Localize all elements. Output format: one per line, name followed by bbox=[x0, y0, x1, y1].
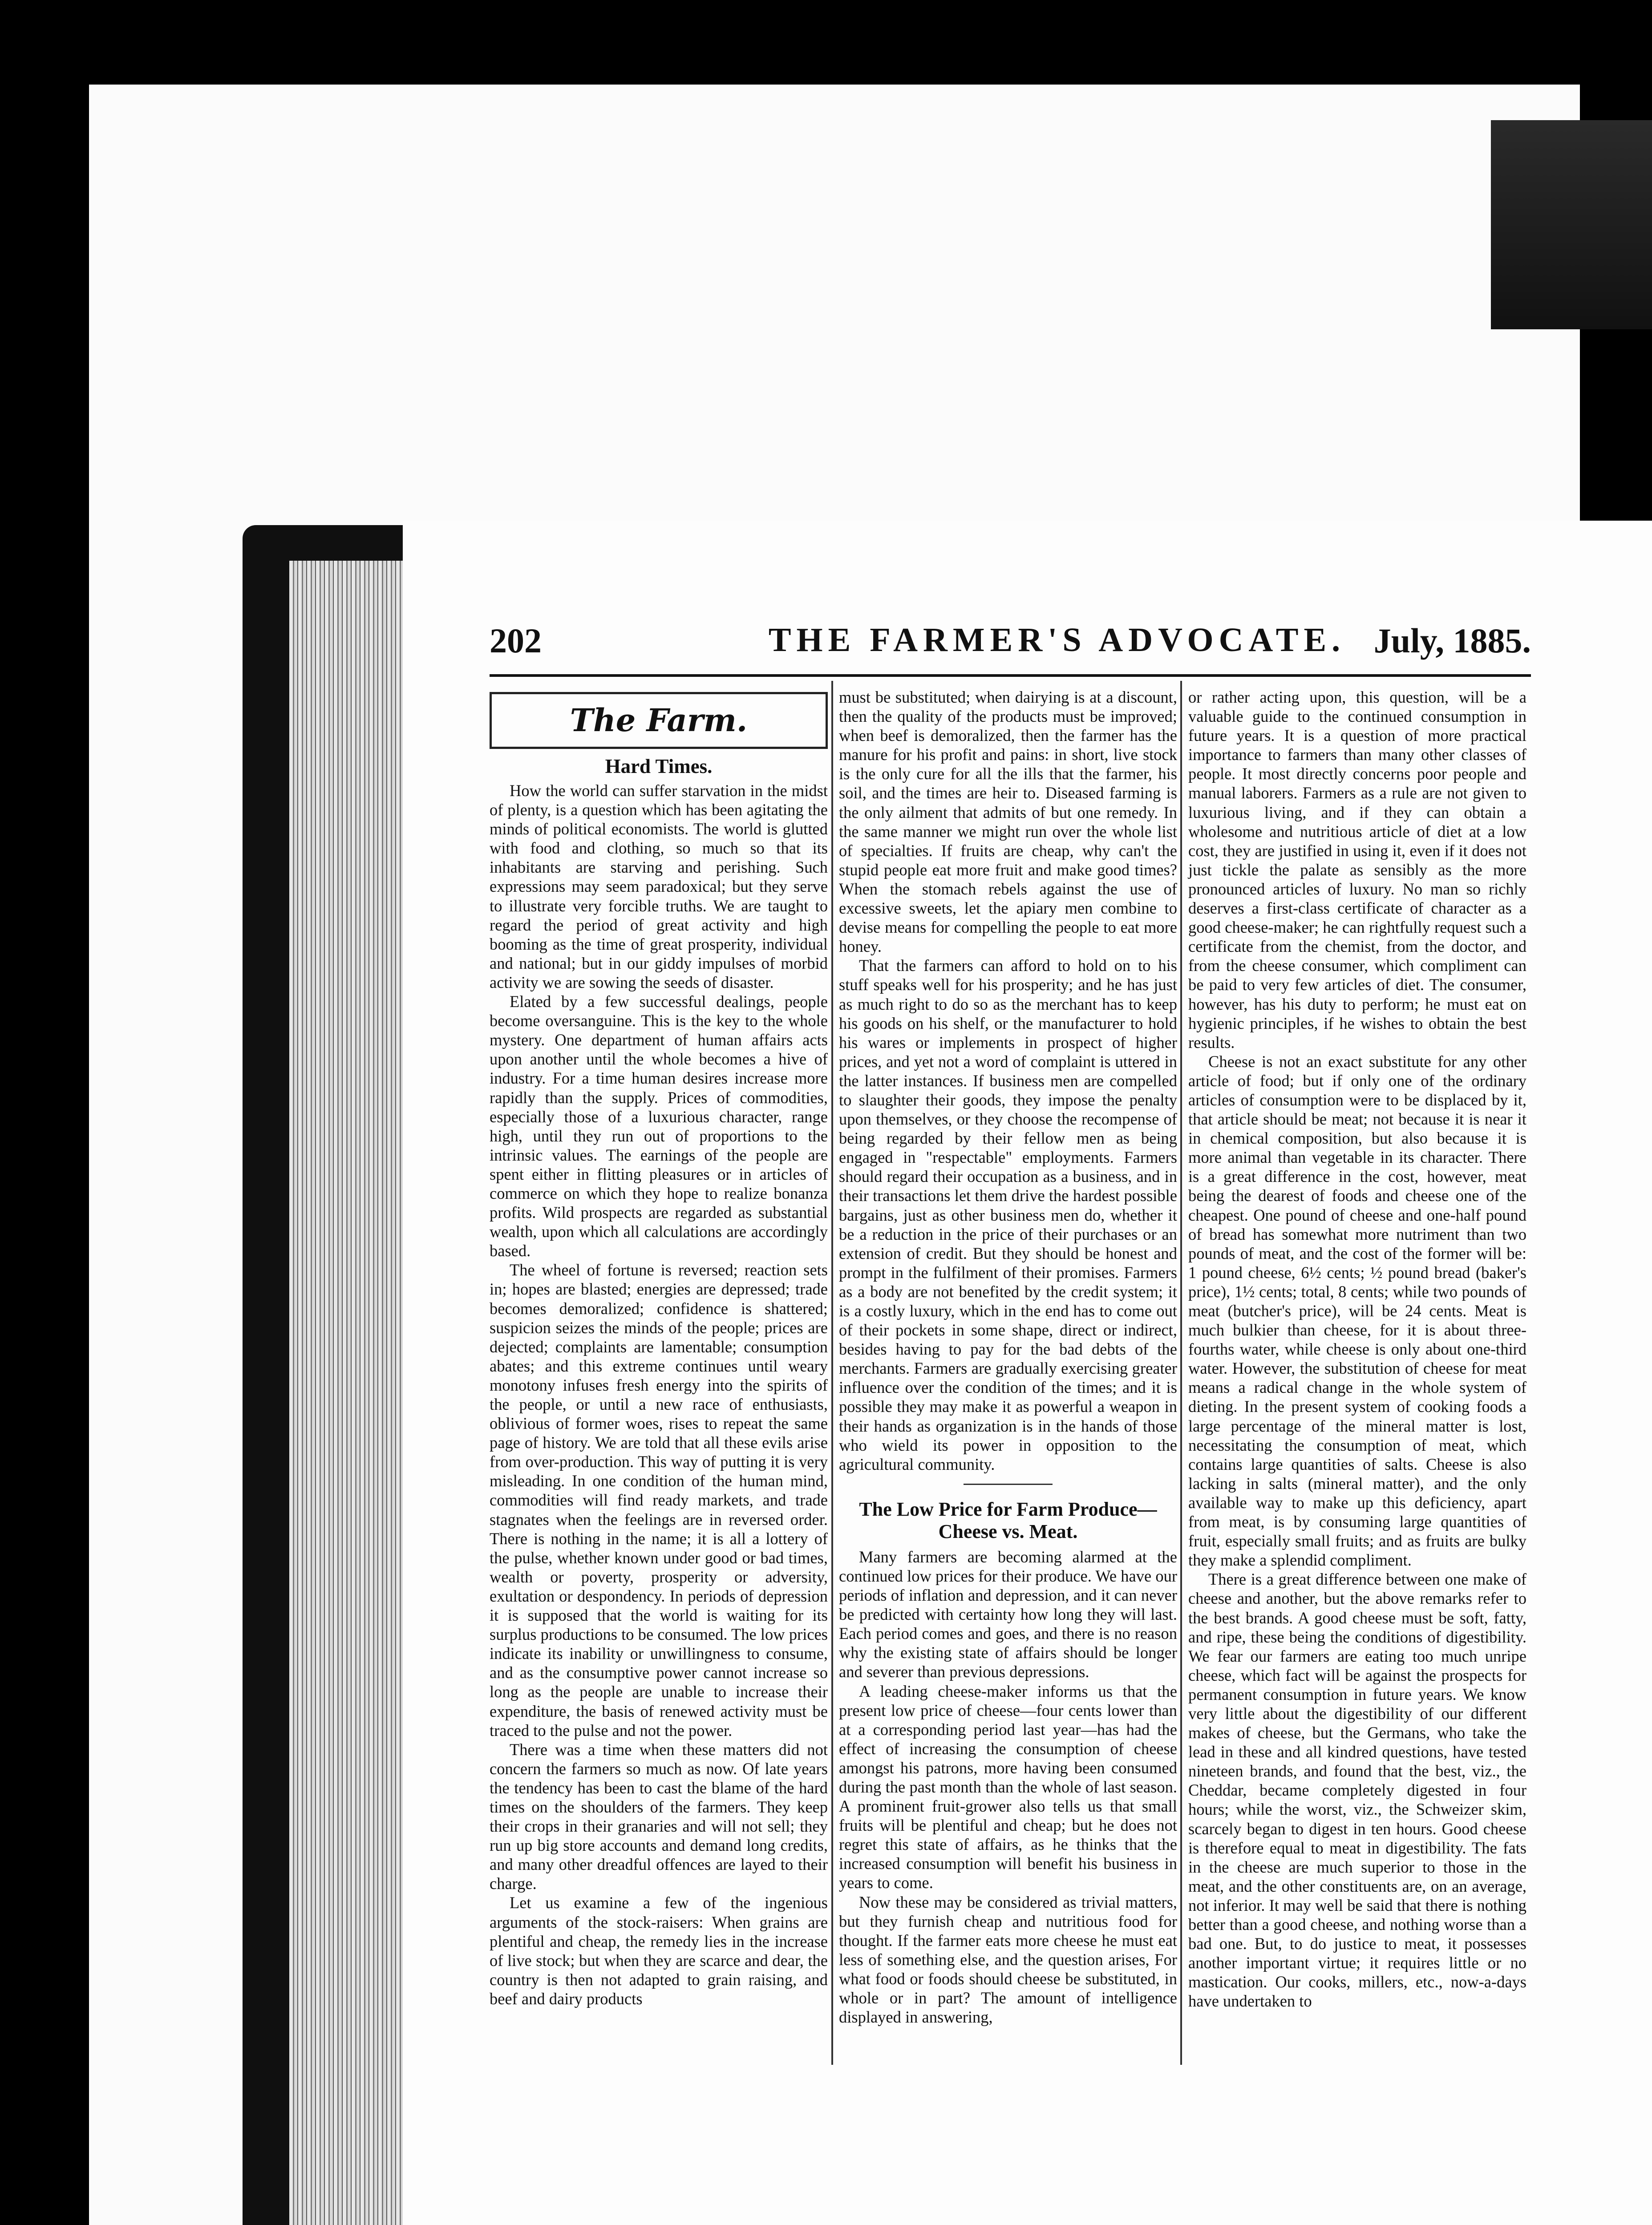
paragraph: Now these may be considered as trivial matters, but they furnish cheap and nutritious food for thought. If the farmer eats more cheese he must eat less of something else, and the question arises, For what food or foods should cheese be substituted, in whole or in part? The amount of intelligence displayed in answering, bbox=[839, 1893, 1177, 2027]
paragraph: or rather acting upon, this question, will be a valuable guide to the continued consumption in future years. It is a question of more practical importance to farmers than many other classes of people. It most directly concerns poor people and manual laborers. Farmers as a rule are not given to luxurious living, and if they can obtain a wholesome and nutritious article of diet at a low cost, they are justified in using it, even if it does not just tickle the palate as sensibly as the more pronounced articles of luxury. No man so richly deserves a first-class certificate of character as a good cheese-maker; he can rightfully request such a certificate from the chemist, from the doctor, and from the cheese consumer, which compliment can be paid to very few articles of diet. The consumer, however, has his duty to perform; he must eat on hygienic principles, if he wishes to obtain the best results. bbox=[1188, 688, 1526, 1052]
paragraph: There is a great difference between one make of cheese and another, but the above remarks refer to the best brands. A good cheese must be soft, fatty, and ripe, these being the conditions of digestibility. We fear our farmers are eating too much unripe cheese, which fact will be against the prospects for permanent consumption in future years. We know very little about the digestibility of our different makes of cheese, but the Germans, who take the lead in these and all kindred questions, have tested nineteen brands, and found that the best, viz., the Cheddar, became completely digested in four hours; while the worst, viz., the Schweizer skim, scarcely began to digest in ten hours. Good cheese is therefore equal to meat in digestibility. The fats in the cheese are much superior to those in the meat, and the other constituents are, on an average, not inferior. It may well be said that there is nothing better than a good cheese, and nothing worse than a bad one. But, to do justice to meat, it possesses another important virtue; it requires little or no mastication. Our cooks, millers, etc., now-a-days have undertaken to bbox=[1188, 1570, 1526, 2011]
paragraph: How the world can suffer starvation in the midst of plenty, is a question which has been agitating the minds of political economists. The world is glutted with food and clothing, so much so that its inhabitants are starving and perishing. Such expressions may seem paradoxical; but they serve to illustrate very forcible truths. We are taught to regard the period of great activity and high booming as the time of great prosperity, individual and national; but in our giddy impulses of morbid activity we are sowing the seeds of disaster. bbox=[490, 781, 828, 991]
department-heading: The Farm. bbox=[490, 692, 828, 749]
issue-date: July, 1885. bbox=[1373, 621, 1531, 660]
paragraph: There was a time when these matters did not concern the farmers so much as now. Of late years the tendency has been to cast the blame of the hard times on the shoulders of the farmers. They keep their crops in their granaries and will not sell; they run up big store accounts and demand long credits, and many other dreadful offences are layed to their charge. bbox=[490, 1740, 828, 1893]
section-divider bbox=[964, 1484, 1053, 1485]
column-1 bbox=[490, 688, 828, 2058]
column-2 bbox=[839, 688, 1177, 2027]
paragraph: That the farmers can afford to hold on to his stuff speaks well for his prosperity; and he has just as much right to do so as the merchant has to keep his goods on his shelf, or the manufacturer to hold his wares or implements in prospect of higher prices, and yet not a word of complaint is uttered in the latter instances. If business men are compelled to slaughter their goods, they impose the penalty upon themselves, or they choose the recompense of being regarded by their fellow men as being engaged in "respectable" employments. Farmers should regard their occupation as a business, and in their transactions let them drive the hardest possible bargains, just as other business men do, whether it be a reduction in the price of their purchases or an extension of credit. But they should be honest and prompt in the fulfilment of their promises. Farmers as a body are not benefited by the credit system; it is a costly luxury, which in the end has to come out of their pockets in some shape, direct or indirect, besides having to pay for the bad debts of the merchants. Farmers are gradually exercising greater influence over the condition of the times; and it is possible they may make it as powerful a weapon in their hands as organization is in the hands of those who wield its power in opposition to the agricultural community. bbox=[839, 956, 1177, 1473]
paragraph: Cheese is not an exact substitute for any other article of food; but if only one of the ordinary articles of consumption were to be displaced by it, that article should be meat; not because it is near it in chemical composition, but also because it is more animal than vegetable in its character. There is a great difference in the cost, however, meat being the dearest of foods and cheese one of the cheapest. One pound of cheese and one-half pound of bread has somewhat more nutriment than two pounds of meat, and the cost of the former will be: 1 pound cheese, 6½ cents; ½ pound bread (baker's price), 1½ cents; total, 8 cents; while two pounds of meat (butcher's price), will be 24 cents. Meat is much bulkier than cheese, for it is about three-fourths water, while cheese is only about one-third water. However, the substitution of cheese for meat means a radical change in the whole system of dieting. In the present system of cooking foods a large percentage of the mineral matter is lost, necessitating the consumption of meat, which contains large quantities of salts. Cheese is also lacking in salts (mineral matter), and the only available way to make up this deficiency, apart from meat, is by consuming large quantities of fruit, especially small fruits; and as fruits are bulky they make a splendid compliment. bbox=[1188, 1052, 1526, 1570]
running-head bbox=[490, 621, 1531, 670]
masthead: THE FARMER'S ADVOCATE. bbox=[768, 621, 1346, 659]
header-rule bbox=[490, 674, 1531, 677]
paragraph: Let us examine a few of the ingenious arguments of the stock-raisers: When grains are plentiful and cheap, the remedy lies in the increase of live stock; but when they are scarce and dear, the country is then not adapted to grain raising, and beef and dairy products bbox=[490, 1893, 828, 2008]
paragraph: must be substituted; when dairying is at a discount, then the quality of the products must be improved; when beef is demoralized, then the farmer has the manure for his profit and pains: in short, live stock is the only cure for all the ills that the farmer, his soil, and the times are heir to. Diseased farming is the only ailment that admits of but one remedy. In the same manner we might run over the whole list of specialties. If fruits are cheap, why can't the stupid people eat more fruit and make good times? When the stomach rebels against the use of excessive sweets, let the apiary men combine to devise means for compelling the people to eat more honey. bbox=[839, 688, 1177, 956]
paragraph: Many farmers are becoming alarmed at the continued low prices for their produce. We have our periods of inflation and depression, and it can never be predicted with certainty how long they will last. Each period comes and goes, and there is no reason why the existing state of affairs should be longer and severer than previous depressions. bbox=[839, 1547, 1177, 1681]
article-title: Hard Times. bbox=[605, 755, 713, 777]
article-title: The Low Price for Farm Produce— Cheese vs. Meat. bbox=[859, 1498, 1157, 1542]
paragraph: Elated by a few successful dealings, people become oversanguine. This is the key to the whole mystery. One department of human affairs acts upon another until the whole becomes a hive of industry. For a time human desires increase more rapidly than the supply. Prices of commodities, especially those of a luxurious character, range high, until they run out of proportions to the intrinsic values. The earnings of the people are spent either in flitting pleasures or in articles of commerce on which they hope to realize bonanza profits. Wild prospects are regarded as substantial wealth, upon which all calculations are accordingly based. bbox=[490, 992, 828, 1260]
column-rule bbox=[831, 681, 833, 2065]
page-edges bbox=[289, 561, 409, 2225]
column-3 bbox=[1188, 688, 1526, 2045]
page-number: 202 bbox=[490, 621, 542, 660]
paragraph: The wheel of fortune is reversed; reaction sets in; hopes are blasted; energies are depressed; trade becomes demoralized; confidence is shattered; suspicion seizes the minds of the people; prices are dejected; complaints are lamentable; consumption abates; and this extreme continues until weary monotony infuses fresh energy into the spirits of the people, or until a new race of enthusiasts, oblivious of former woes, rises to repeat the same page of history. We are told that all these evils arise from over-production. This way of putting it is very misleading. In one condition of the human mind, commodities will find ready markets, and trade stagnates when the feelings are in reversed order. There is nothing in the name; it is all a lottery of the pulse, whether known under good or bad times, wealth or poverty, prosperity or adversity, exultation or despondency. In periods of depression it is supposed that the world is waiting for its surplus productions to be consumed. The low prices indicate its inability or unwillingness to consume, and as the consumptive power cannot increase so long as the people are unable to increase their expenditure, the basis of renewed activity must be traced to the pulse and not the power. bbox=[490, 1261, 828, 1740]
column-rule bbox=[1180, 681, 1182, 2065]
scan-shadow bbox=[1491, 120, 1652, 329]
paragraph: A leading cheese-maker informs us that the present low price of cheese—four cents lower than at a corresponding period last year—has had the effect of increasing the consumption of cheese amongst his patrons, more having been consumed during the past month than the whole of last season. A prominent fruit-grower also tells us that small fruits will be plentiful and cheap; but he does not regret this state of affairs, as he thinks that the increased consumption will benefit his business in years to come. bbox=[839, 1682, 1177, 1892]
